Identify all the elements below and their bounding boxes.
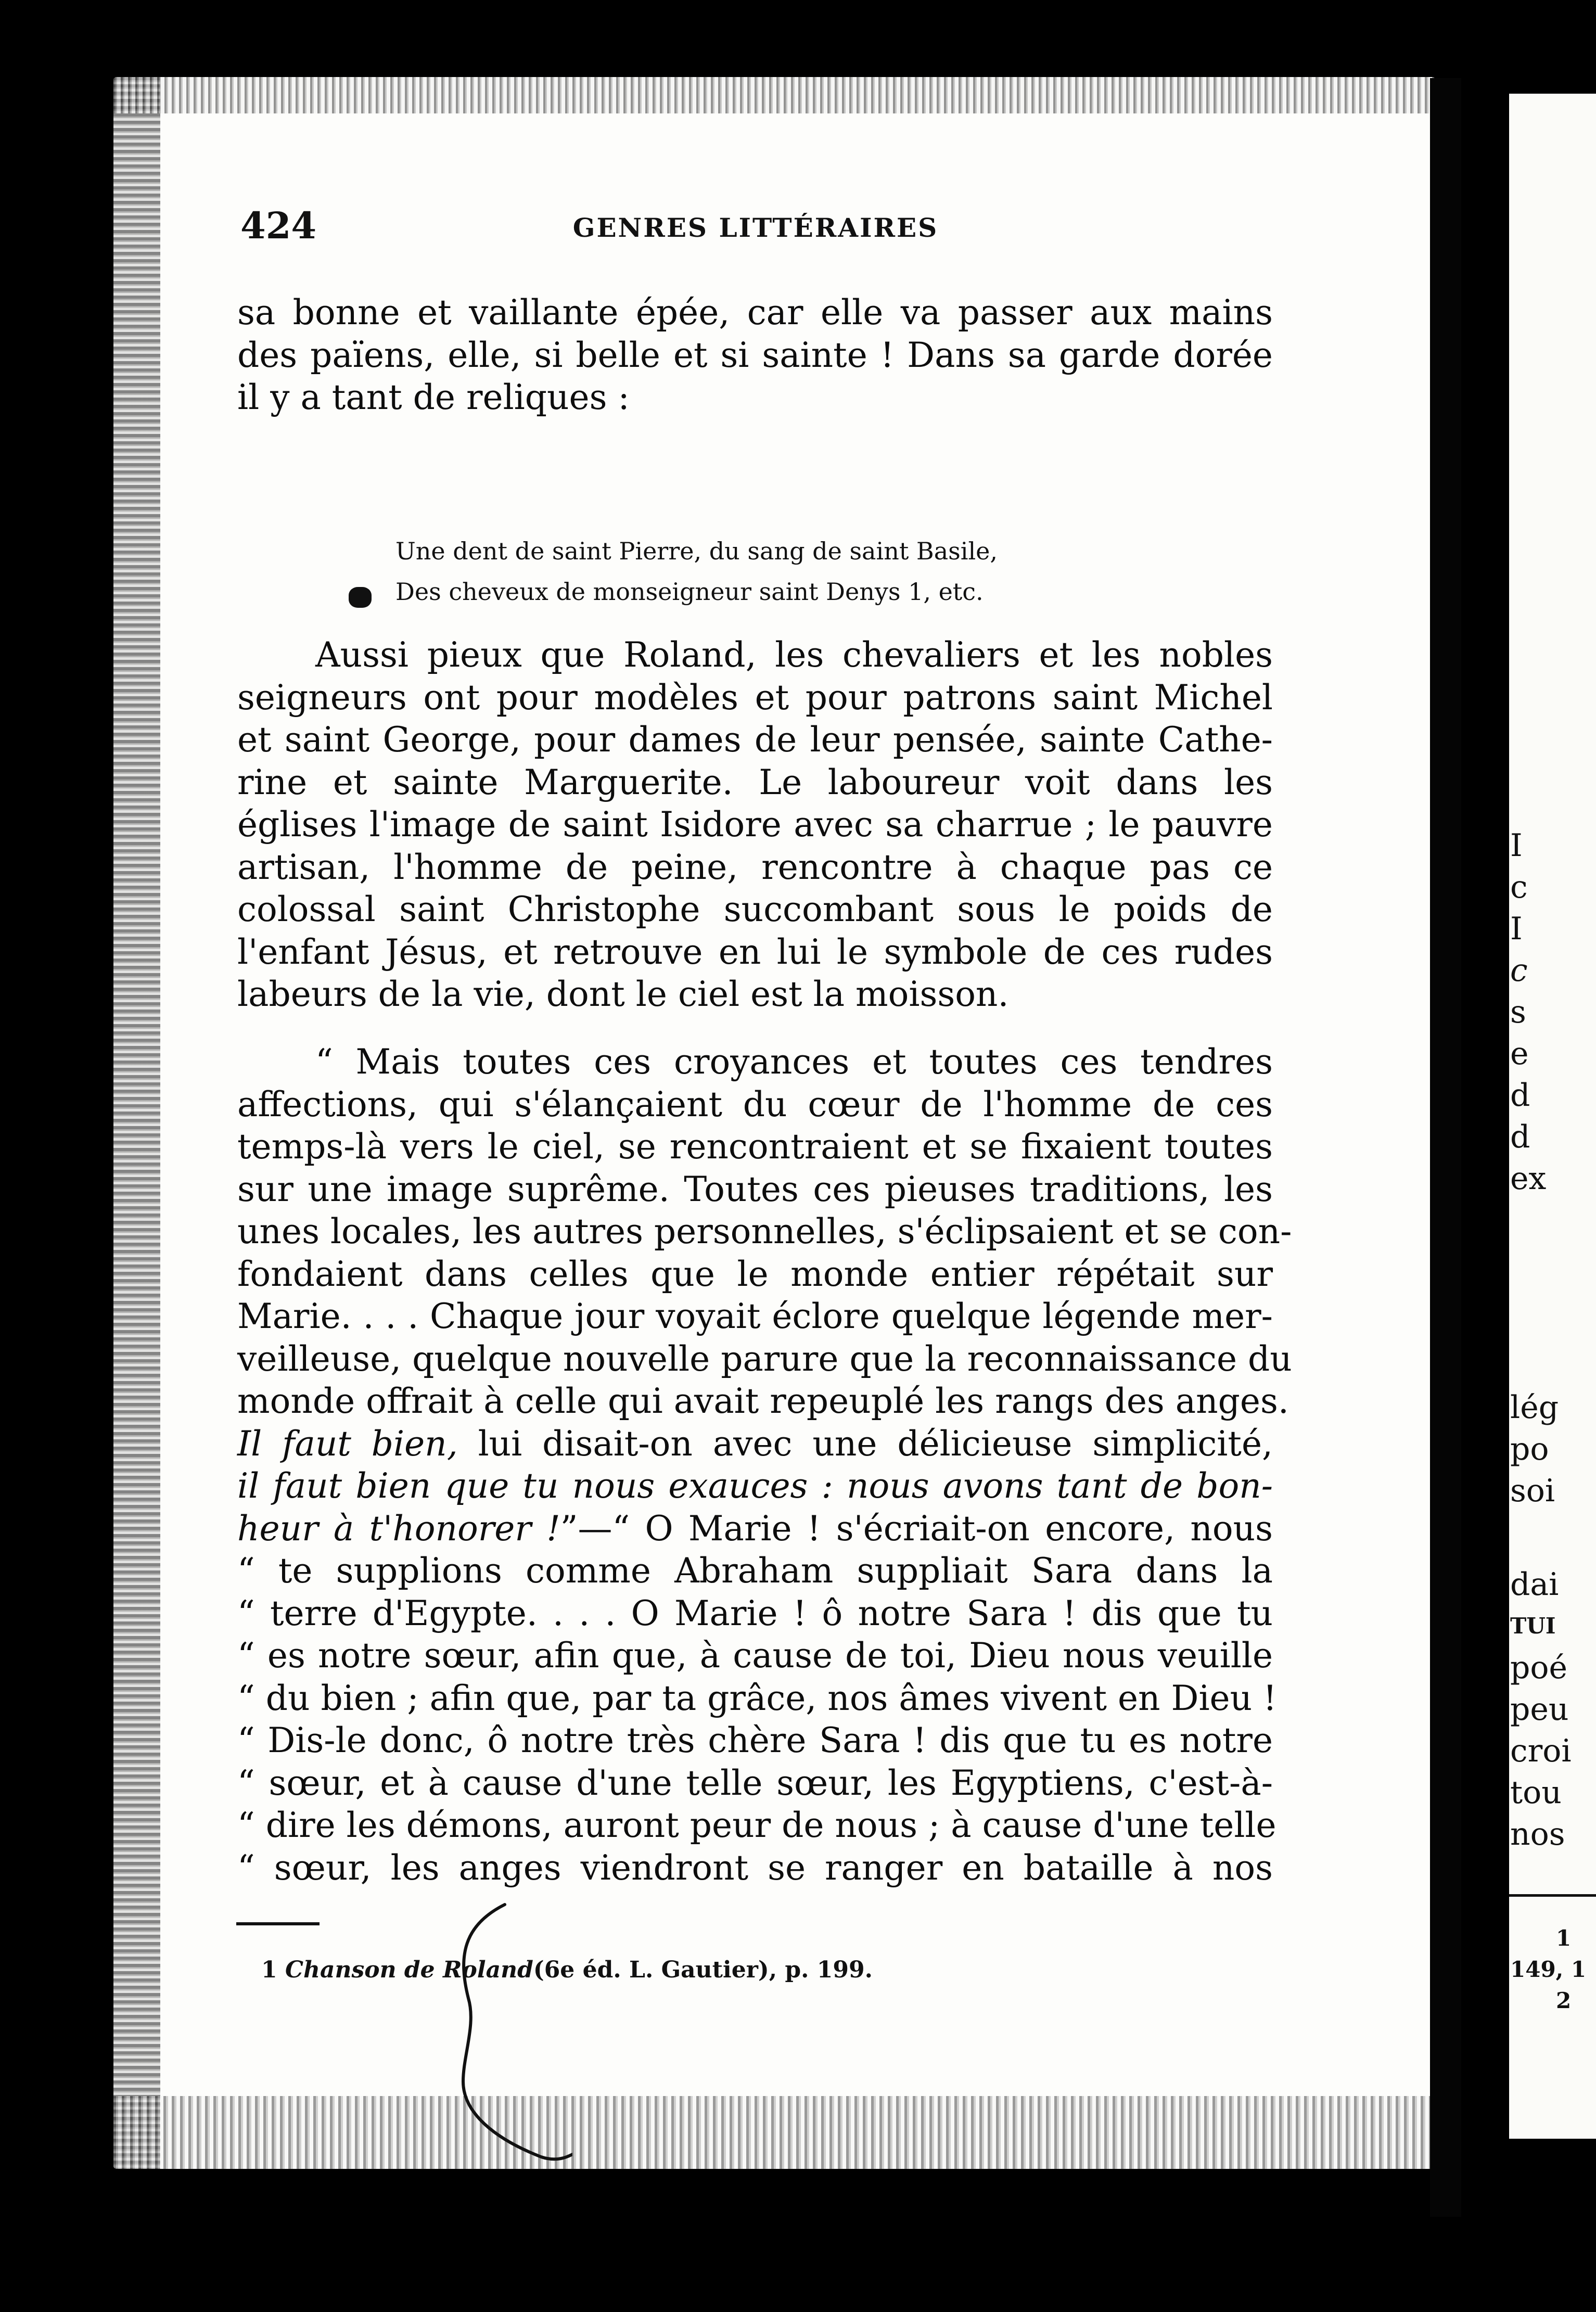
text-line: colossal saint Christophe succombant sous le poids de [237,889,1273,929]
adjacent-footnote-rule [1509,1894,1596,1897]
text-line: “ terre d'Egypte. . . . O Marie ! ô notre Sara ! dis que tu [237,1593,1273,1633]
text-line: “ Mais toutes ces croyances et toutes ces tendres [315,1042,1273,1082]
text-line: il y a tant de reliques : [237,377,630,417]
text-line: “ dire les démons, auront peur de nous ; à cause d'une telle [237,1805,1276,1845]
adjacent-footnote: 149, 1 [1510,1957,1587,1982]
text-line: veilleuse, quelque nouvelle parure que la reconnaissance du [237,1338,1292,1379]
adjacent-text: d [1510,1119,1530,1155]
text-line: “ sœur, les anges viendront se ranger en bataille à nos [237,1847,1273,1888]
footnote-text: (6e éd. L. Gautier), p. 199. [533,1957,873,1983]
adjacent-page-paper [1509,94,1596,2139]
footnote-rule [236,1922,320,1925]
text-line: labeurs de la vie, dont le ciel est la moisson. [237,974,1009,1014]
paragraph-2 [237,634,1273,1016]
verse-line: Une dent de saint Pierre, du sang de saint Basile, [395,537,998,565]
adjacent-text: s [1510,994,1526,1030]
text-line [237,1423,1273,1465]
text-line: “ te supplions comme Abraham suppliait Sara dans la [237,1551,1273,1591]
text-line: rine et sainte Marguerite. Le laboureur voit dans les [237,762,1273,802]
text-line: Marie. . . . Chaque jour voyait éclore quelque légende mer- [237,1296,1273,1336]
footnote-title: Chanson de Roland [285,1957,533,1983]
text-line: églises l'image de saint Isidore avec sa charrue ; le pauvre [237,804,1273,845]
text-line: Aussi pieux que Roland, les chevaliers et les nobles [315,635,1273,675]
text-line: unes locales, les autres personnelles, s'éclipsaient et se con- [237,1211,1292,1251]
text-line: seigneurs ont pour modèles et pour patrons saint Michel [237,677,1273,718]
page-gutter-shadow [113,77,160,2169]
pencil-mark [333,1894,572,2186]
adjacent-text: po [1510,1431,1549,1467]
text-line: “ es notre sœur, afin que, à cause de toi, Dieu nous veuille [237,1636,1273,1676]
adjacent-text: I [1510,911,1523,947]
text-run: lui disait-on avec une délicieuse simplicité, [457,1423,1273,1464]
text-line: monde offrait à celle qui avait repeuplé les rangs des anges. [237,1381,1289,1421]
text-line: l'enfant Jésus, et retrouve en lui le symbole de ces rudes [237,931,1273,972]
adjacent-text: tou [1510,1774,1562,1811]
text-line: fondaient dans celles que le monde entier répétait sur [237,1254,1273,1294]
adjacent-text: d [1510,1077,1530,1114]
text-line: “ du bien ; afin que, par ta grâce, nos âmes vivent en Dieu ! [237,1678,1277,1718]
page-header [240,204,1271,246]
verse-line: Des cheveux de monseigneur saint Denys 1, etc. [395,578,984,606]
adjacent-text: e [1510,1036,1529,1072]
adjacent-text: nos [1510,1816,1565,1853]
adjacent-text: ex [1510,1160,1547,1197]
adjacent-text: soi [1510,1473,1555,1509]
italic-quote: heur à t'honorer ! [237,1508,560,1549]
adjacent-footnote: 1 [1556,1925,1572,1951]
adjacent-text: peu [1510,1691,1569,1728]
text-line [237,1508,1273,1550]
adjacent-text: c [1510,952,1528,989]
adjacent-text: croi [1510,1733,1572,1769]
adjacent-text: c [1510,869,1528,905]
adjacent-text: poé [1510,1650,1568,1686]
text-line: “ Dis-le donc, ô notre très chère Sara ! dis que tu es notre [237,1720,1273,1760]
text-line: sur une image suprême. Toutes ces pieuses traditions, les [237,1169,1273,1209]
adjacent-text: lég [1510,1389,1559,1426]
text-line: artisan, l'homme de peine, rencontre à chaque pas ce [237,847,1273,887]
adjacent-text: dai [1510,1566,1559,1603]
adjacent-text: I [1510,827,1523,864]
adjacent-text: TUI [1510,1613,1556,1639]
page-top-edge [113,77,1435,113]
text-line: “ sœur, et à cause d'une telle sœur, les Egyptiens, c'est-à- [237,1762,1273,1803]
text-run: ”—“ O Marie ! s'écriait-on encore, nous [560,1508,1273,1549]
italic-quote: il faut bien que tu nous exauces : nous avons tant de bon- [237,1466,1273,1506]
binding-shadow [1430,78,1461,2217]
paragraph-1 [237,291,1273,419]
adjacent-footnote: 2 [1556,1988,1572,2013]
ink-blot [349,587,372,608]
adjacent-page-shadow [1461,0,1498,2312]
text-line: sa bonne et vaillante épée, car elle va passer aux mains [237,292,1273,333]
text-line: des païens, elle, si belle et si sainte ! Dans sa garde dorée [237,335,1273,375]
text-line: et saint George, pour dames de leur pensée, sainte Cathe- [237,720,1273,760]
italic-quote: Il faut bien, [237,1423,458,1464]
footnote-number: 1 [261,1957,277,1983]
running-head: GENRES LITTÉRAIRES [572,212,939,243]
paragraph-3 [237,1041,1292,1889]
text-line: affections, qui s'élançaient du cœur de l'homme de ces [237,1084,1273,1125]
page-number: 424 [240,204,317,247]
text-line: temps-là vers le ciel, se rencontraient et se fixaient toutes [237,1127,1273,1167]
adjacent-page [1461,0,1596,2312]
page-bottom-edge [113,2096,1435,2169]
